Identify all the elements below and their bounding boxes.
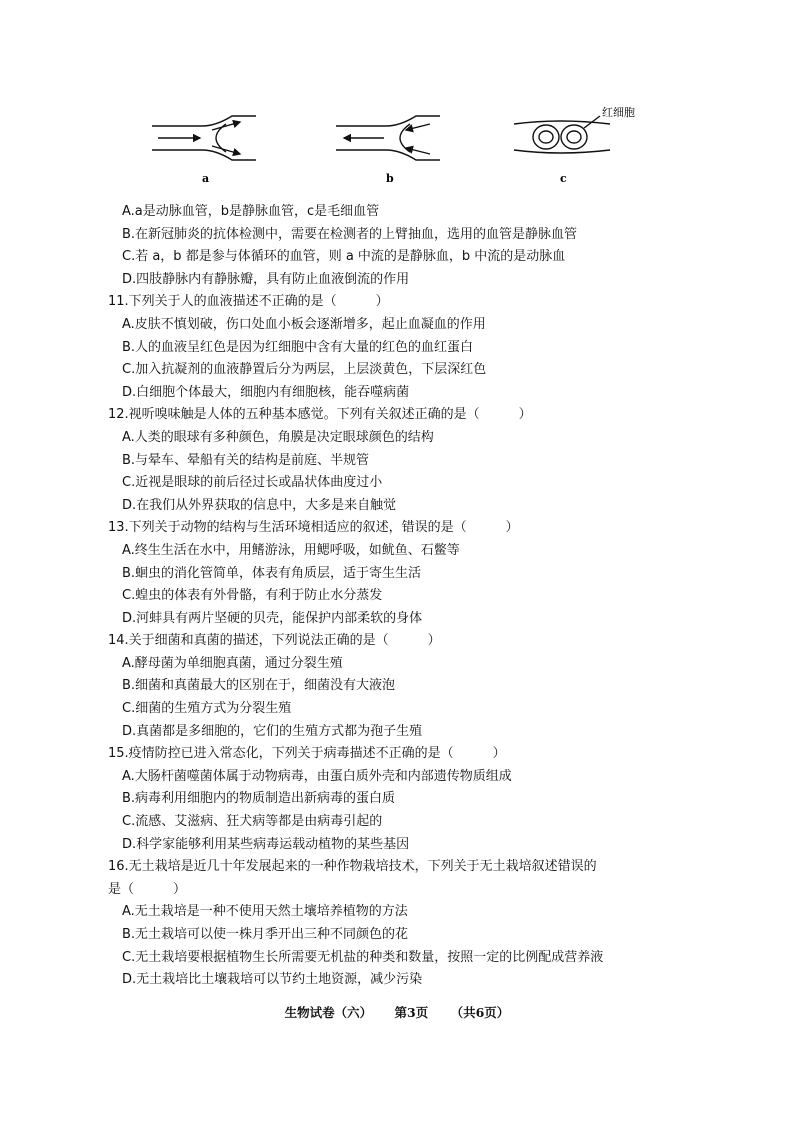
footer-page-number: 第3页 <box>394 1005 429 1020</box>
option: D.科学家能够利用某些病毒运载动植物的某些基因 <box>122 836 410 852</box>
question-16 <box>108 856 648 992</box>
footer-subject: 生物试卷（六） <box>284 1005 373 1020</box>
option: B.病毒利用细胞内的物质制造出新病毒的蛋白质 <box>122 791 396 807</box>
page-footer <box>0 1003 794 1021</box>
question-12 <box>108 404 648 517</box>
option: C.加入抗凝剂的血液静置后分为两层，上层淡黄色，下层深红色 <box>122 362 487 378</box>
question-stem: 12.视听嗅味触是人体的五种基本感觉。下列有关叙述正确的是（ ） <box>108 407 532 423</box>
option: B.在新冠肺炎的抗体检测中，需要在检测者的上臂抽血，选用的血管是静脉血管 <box>122 226 578 242</box>
question-14 <box>108 630 648 743</box>
option: A.人类的眼球有多种颜色，角膜是决定眼球颜色的结构 <box>122 429 434 445</box>
question-stem: 11.下列关于人的血液描述不正确的是（ ） <box>108 294 389 310</box>
option: D.河蚌具有两片坚硬的贝壳，能保护内部柔软的身体 <box>122 610 423 626</box>
blood-vessel-figure <box>140 102 660 188</box>
label-red-blood-cell: 红细胞 <box>602 106 635 119</box>
vessel-diagram <box>140 102 660 188</box>
label-c: c <box>560 172 567 185</box>
option: A.酵母菌为单细胞真菌，通过分裂生殖 <box>122 655 343 671</box>
option: D.真菌都是多细胞的，它们的生殖方式都为孢子生殖 <box>122 723 423 739</box>
option: A.a是动脉血管，b是静脉血管，c是毛细血管 <box>122 204 380 219</box>
question-stem-continued: 是（ ） <box>108 881 187 897</box>
vessel-c <box>514 116 610 153</box>
question-15 <box>108 743 648 856</box>
footer-total-pages: （共6页） <box>450 1005 510 1020</box>
option: A.皮肤不慎划破，伤口处血小板会逐渐增多，起止血凝血的作用 <box>122 316 486 332</box>
option: D.无土栽培比土壤栽培可以节约土地资源，减少污染 <box>122 972 423 988</box>
option: A.无土栽培是一种不使用天然土壤培养植物的方法 <box>122 904 408 920</box>
label-a: a <box>202 172 210 185</box>
option: C.细菌的生殖方式为分裂生殖 <box>122 701 292 717</box>
question-stem: 15.疫情防控已进入常态化，下列关于病毒描述不正确的是（ ） <box>108 746 506 762</box>
option: A.终生生活在水中，用鳍游泳，用鳃呼吸，如鱿鱼、石鳖等 <box>122 542 460 558</box>
option: C.近视是眼球的前后径过长或晶状体曲度过小 <box>122 475 383 491</box>
option: C.蝗虫的体表有外骨骼，有利于防止水分蒸发 <box>122 588 383 604</box>
vessel-b <box>336 116 440 160</box>
option: B.人的血液呈红色是因为红细胞中含有大量的红色的血红蛋白 <box>122 339 474 355</box>
label-b: b <box>386 172 394 185</box>
option: D.白细胞个体最大，细胞内有细胞核，能吞噬病菌 <box>122 384 410 400</box>
option: B.蛔虫的消化管简单，体表有角质层，适于寄生生活 <box>122 565 422 581</box>
question-11 <box>108 291 648 404</box>
question-10-options <box>108 201 648 291</box>
option: D.四肢静脉内有静脉瓣，具有防止血液倒流的作用 <box>122 271 410 287</box>
question-stem: 14.关于细菌和真菌的描述，下列说法正确的是（ ） <box>108 633 441 649</box>
option: C.无土栽培要根据植物生长所需要无机盐的种类和数量，按照一定的比例配成营养液 <box>122 949 604 965</box>
vessel-a <box>152 116 256 160</box>
question-stem: 16.无土栽培是近几十年发展起来的一种作物栽培技术，下列关于无土栽培叙述错误的 <box>108 859 597 875</box>
question-list <box>108 201 648 992</box>
option: C.流感、艾滋病、狂犬病等都是由病毒引起的 <box>122 814 383 830</box>
question-13 <box>108 517 648 630</box>
question-stem: 13.下列关于动物的结构与生活环境相适应的叙述，错误的是（ ） <box>108 520 519 536</box>
option: A.大肠杆菌噬菌体属于动物病毒，由蛋白质外壳和内部遗传物质组成 <box>122 768 512 784</box>
option: B.细菌和真菌最大的区别在于，细菌没有大液泡 <box>122 678 396 694</box>
option: B.无土栽培可以使一株月季开出三种不同颜色的花 <box>122 927 409 942</box>
option: B.与晕车、晕船有关的结构是前庭、半规管 <box>122 452 370 468</box>
option: C.若 a，b 都是参与体循环的血管，则 a 中流的是静脉血，b 中流的是动脉血 <box>122 249 566 265</box>
option: D.在我们从外界获取的信息中，大多是来自触觉 <box>122 497 397 513</box>
